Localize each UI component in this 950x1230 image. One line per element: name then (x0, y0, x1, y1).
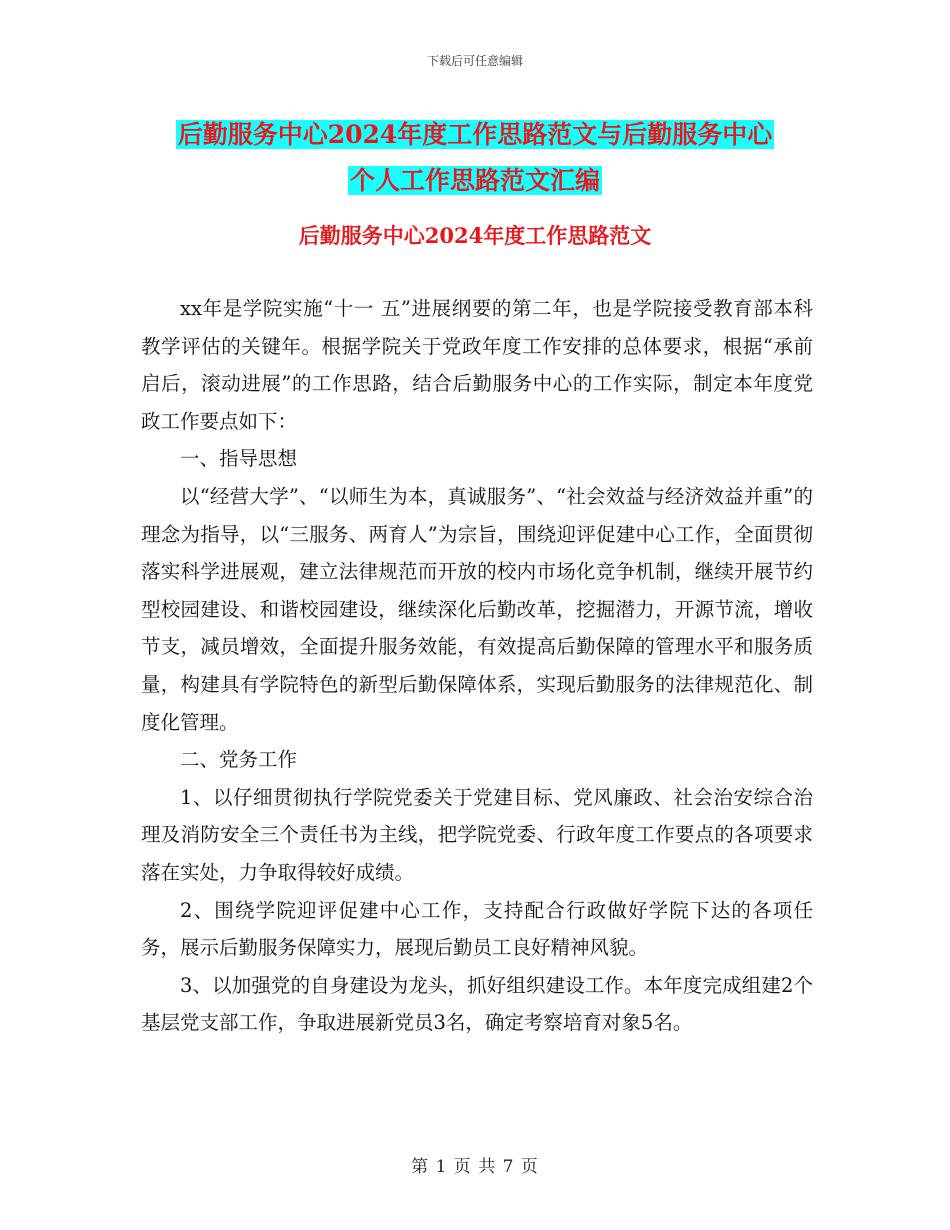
paragraph-party-item-2: 2、围绕学院迎评促建中心工作，支持配合行政做好学院下达的各项任务，展示后勤服务保障实力，展现后勤员工良好精神风貌。 (141, 898, 813, 960)
paragraph-intro: xx年是学院实施“十一 五”进展纲要的第二年，也是学院接受教育部本科教学评估的关键年。根据学院关于党政年度工作安排的总体要求，根据“承前启后，滚动进展”的工作思路，结合后勤服务中心的工作实际，制定本年度党政工作要点如下： (141, 297, 813, 433)
section-title: 后勤服务中心2024年度工作思路范文 (298, 223, 652, 248)
title-line-2: 个人工作思路范文汇编 (349, 166, 600, 195)
document-body (141, 290, 813, 1042)
paragraph-party-item-1: 1、以仔细贯彻执行学院党委关于党建目标、党风廉政、社会治安综合治理及消防安全三个责任书为主线，把学院党委、行政年度工作要点的各项要求落在实处，力争取得较好成绩。 (141, 785, 813, 884)
paragraph-guiding-ideology: 以“经营大学”、“以师生为本，真诚服务”、“社会效益与经济效益并重”的理念为指导，以“三服务、两育人”为宗旨，围绕迎评促建中心工作，全面贯彻落实科学进展观，建立法律规范而开放的校内市场化竞争机制，继续开展节约型校园建设、和谐校园建设，继续深化后勤改革，挖掘潜力，开源节流，增收节支，减员增效，全面提升服务效能，有效提高后勤保障的管理水平和服务质量，构建具有学院特色的新型后勤保障体系，实现后勤服务的法律规范化、制度化管理。 (141, 484, 813, 734)
document-title (0, 112, 950, 204)
heading-guiding-ideology: 一、指导思想 (180, 447, 298, 471)
title-line-1: 后勤服务中心2024年度工作思路范文与后勤服务中心 (177, 120, 773, 149)
page-header-note: 下载后可任意编辑 (426, 54, 523, 68)
heading-party-work: 二、党务工作 (180, 748, 298, 772)
page-number: 第 1 页 共 7 页 (411, 1157, 539, 1177)
paragraph-party-item-3: 3、以加强党的自身建设为龙头，抓好组织建设工作。本年度完成组建2个基层党支部工作，争取进展新党员3名，确定考察培育对象5名。 (141, 973, 813, 1035)
